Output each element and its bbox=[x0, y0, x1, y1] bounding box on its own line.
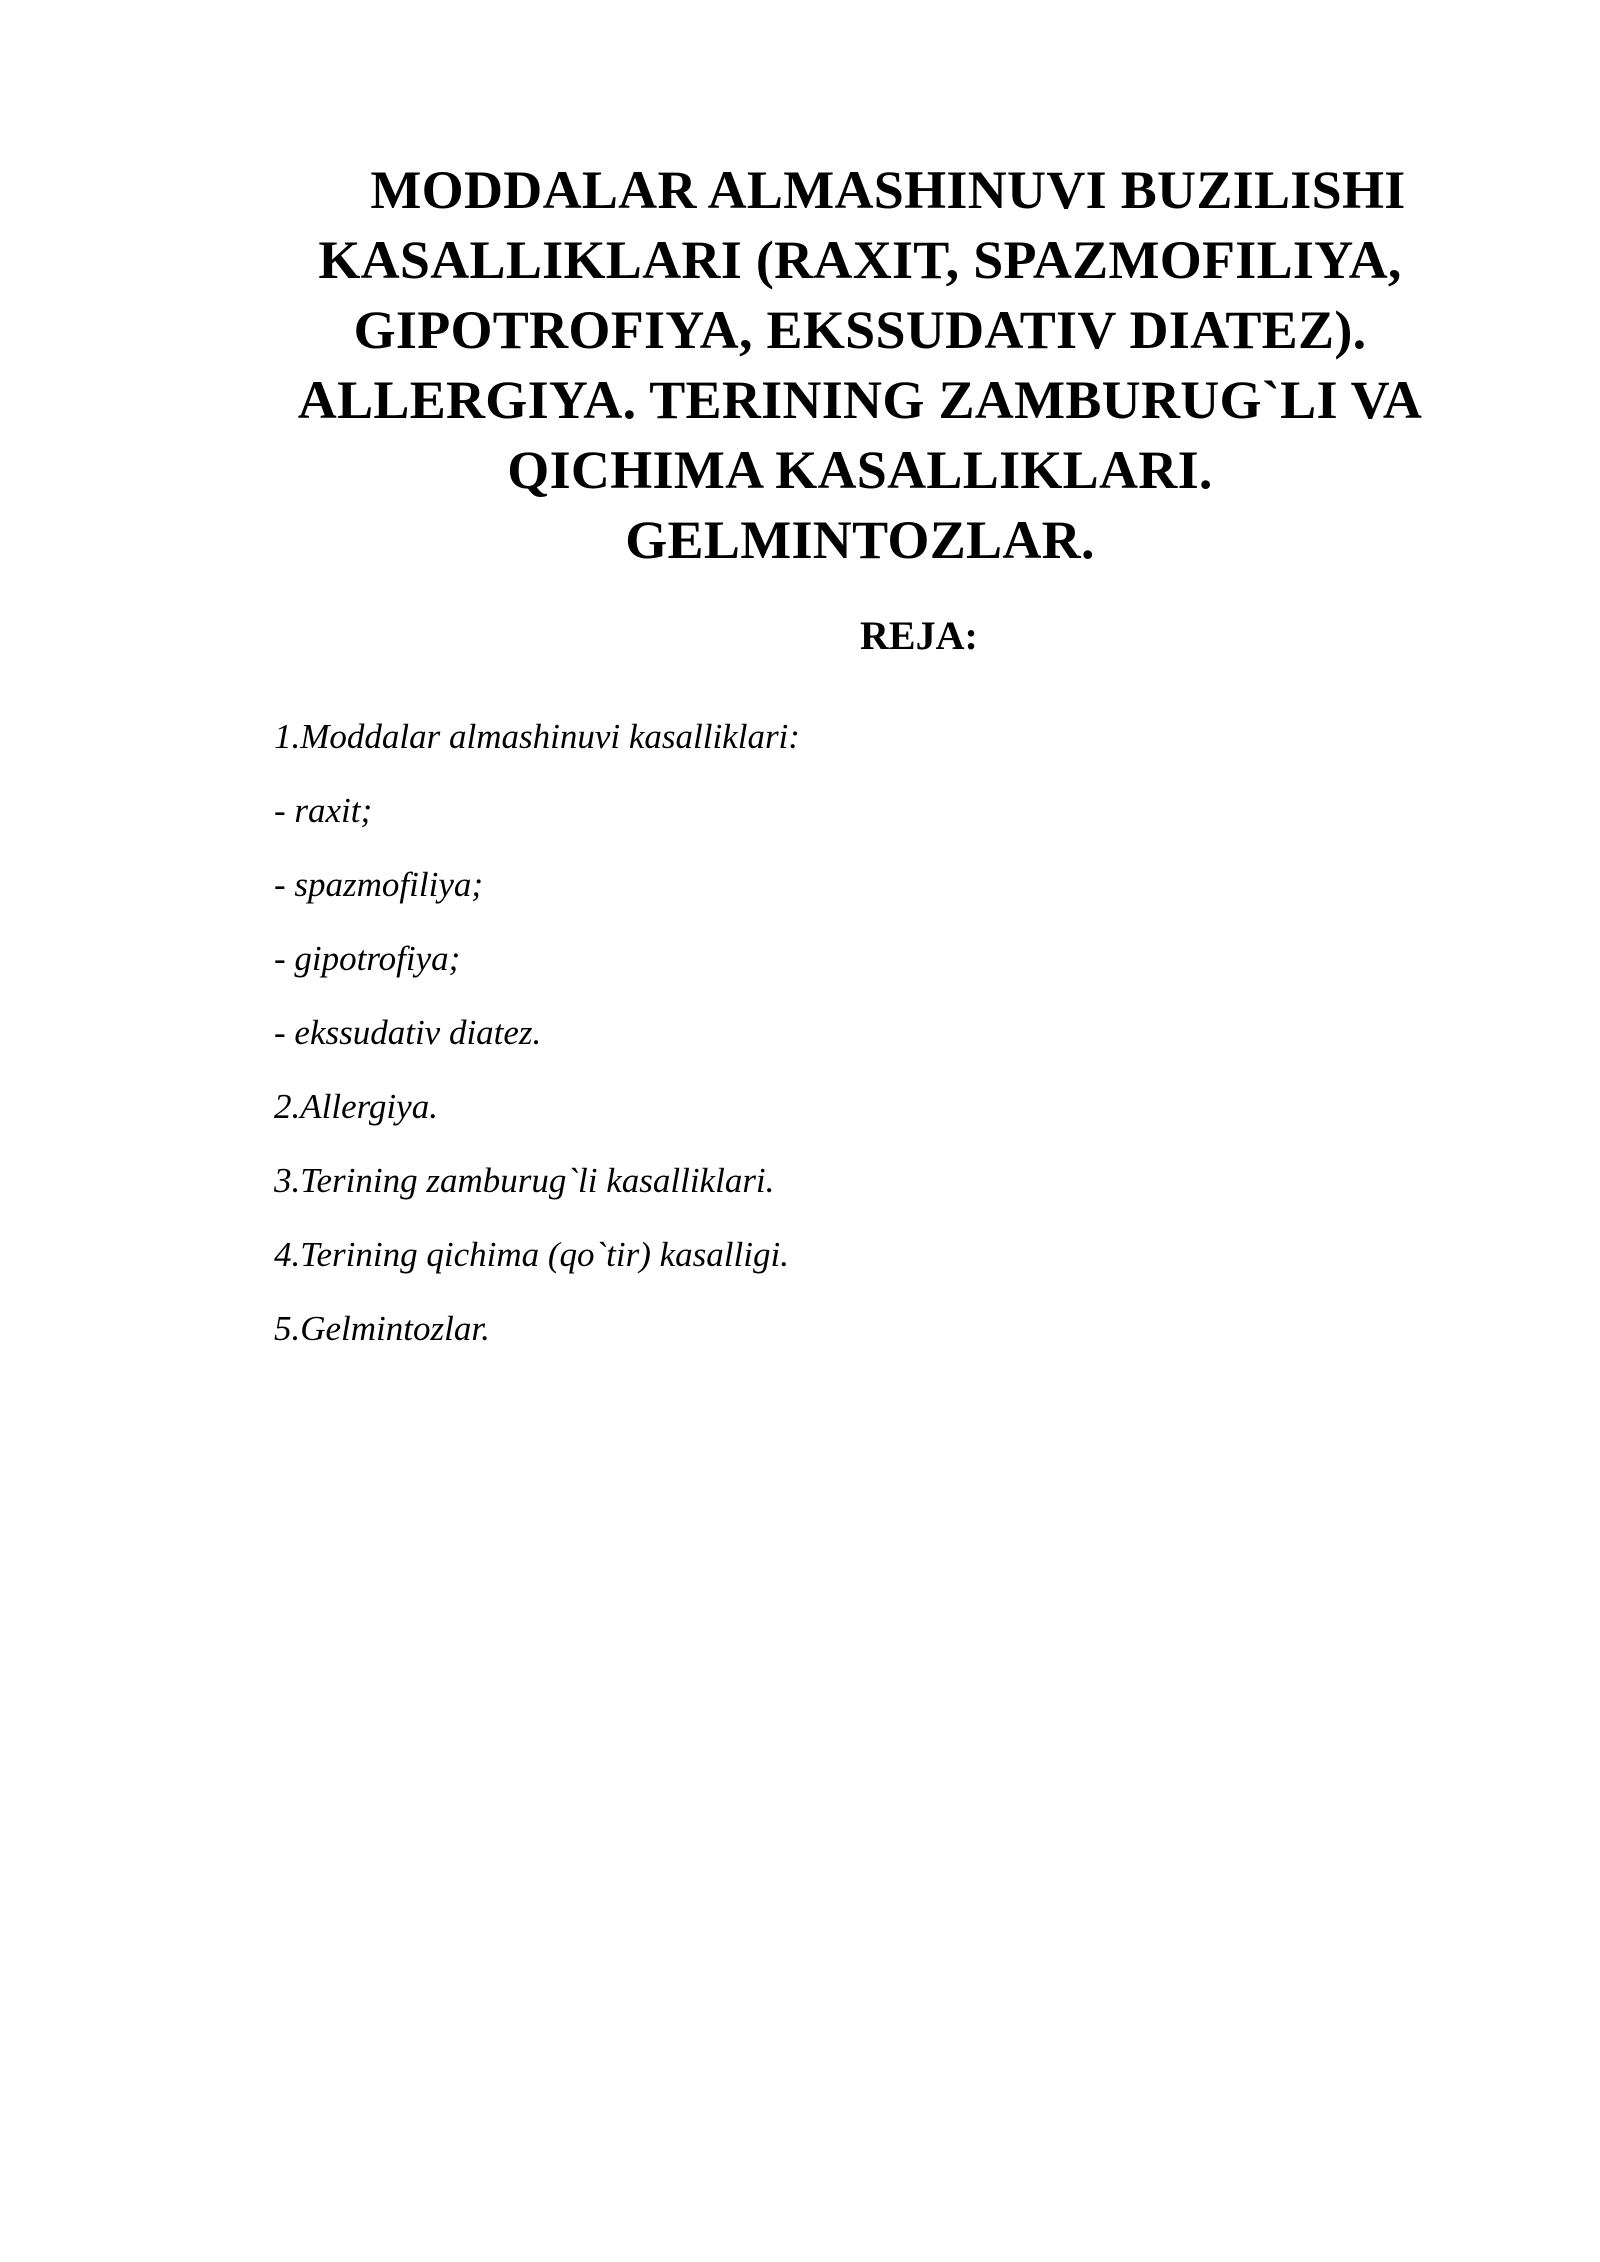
title-line: QICHIMA KASALLIKLARI. bbox=[507, 440, 1213, 500]
plan-item: 2.Allergiya. bbox=[274, 1087, 438, 1126]
title-line: KASALLIKLARI (RAXIT, SPAZMOFILIYA, bbox=[318, 230, 1402, 290]
title-line: GIPOTROFIYA, EKSSUDATIV DIATEZ). bbox=[353, 300, 1367, 360]
title-line: ALLERGIYA. TERINING ZAMBURUG`LI VA bbox=[297, 370, 1423, 430]
plan-subitem: - ekssudativ diatez. bbox=[274, 1013, 542, 1052]
plan-item: 3.Terining zamburug`li kasalliklari. bbox=[274, 1161, 775, 1200]
plan-list bbox=[274, 700, 800, 1366]
plan-subitem: - raxit; bbox=[274, 791, 373, 830]
plan-item: 4.Terining qichima (qo`tir) kasalligi. bbox=[274, 1235, 789, 1274]
title-line: GELMINTOZLAR. bbox=[625, 510, 1095, 570]
plan-subitem: - gipotrofiya; bbox=[274, 939, 461, 978]
plan-item: 1.Moddalar almashinuvi kasalliklari: bbox=[274, 717, 800, 756]
title-line: MODDALAR ALMASHINUVI BUZILISHI bbox=[370, 160, 1406, 220]
plan-item: 5.Gelmintozlar. bbox=[274, 1309, 490, 1348]
plan-heading: REJA: bbox=[860, 613, 978, 658]
document-title bbox=[230, 155, 1490, 575]
plan-subitem: - spazmofiliya; bbox=[274, 865, 484, 904]
